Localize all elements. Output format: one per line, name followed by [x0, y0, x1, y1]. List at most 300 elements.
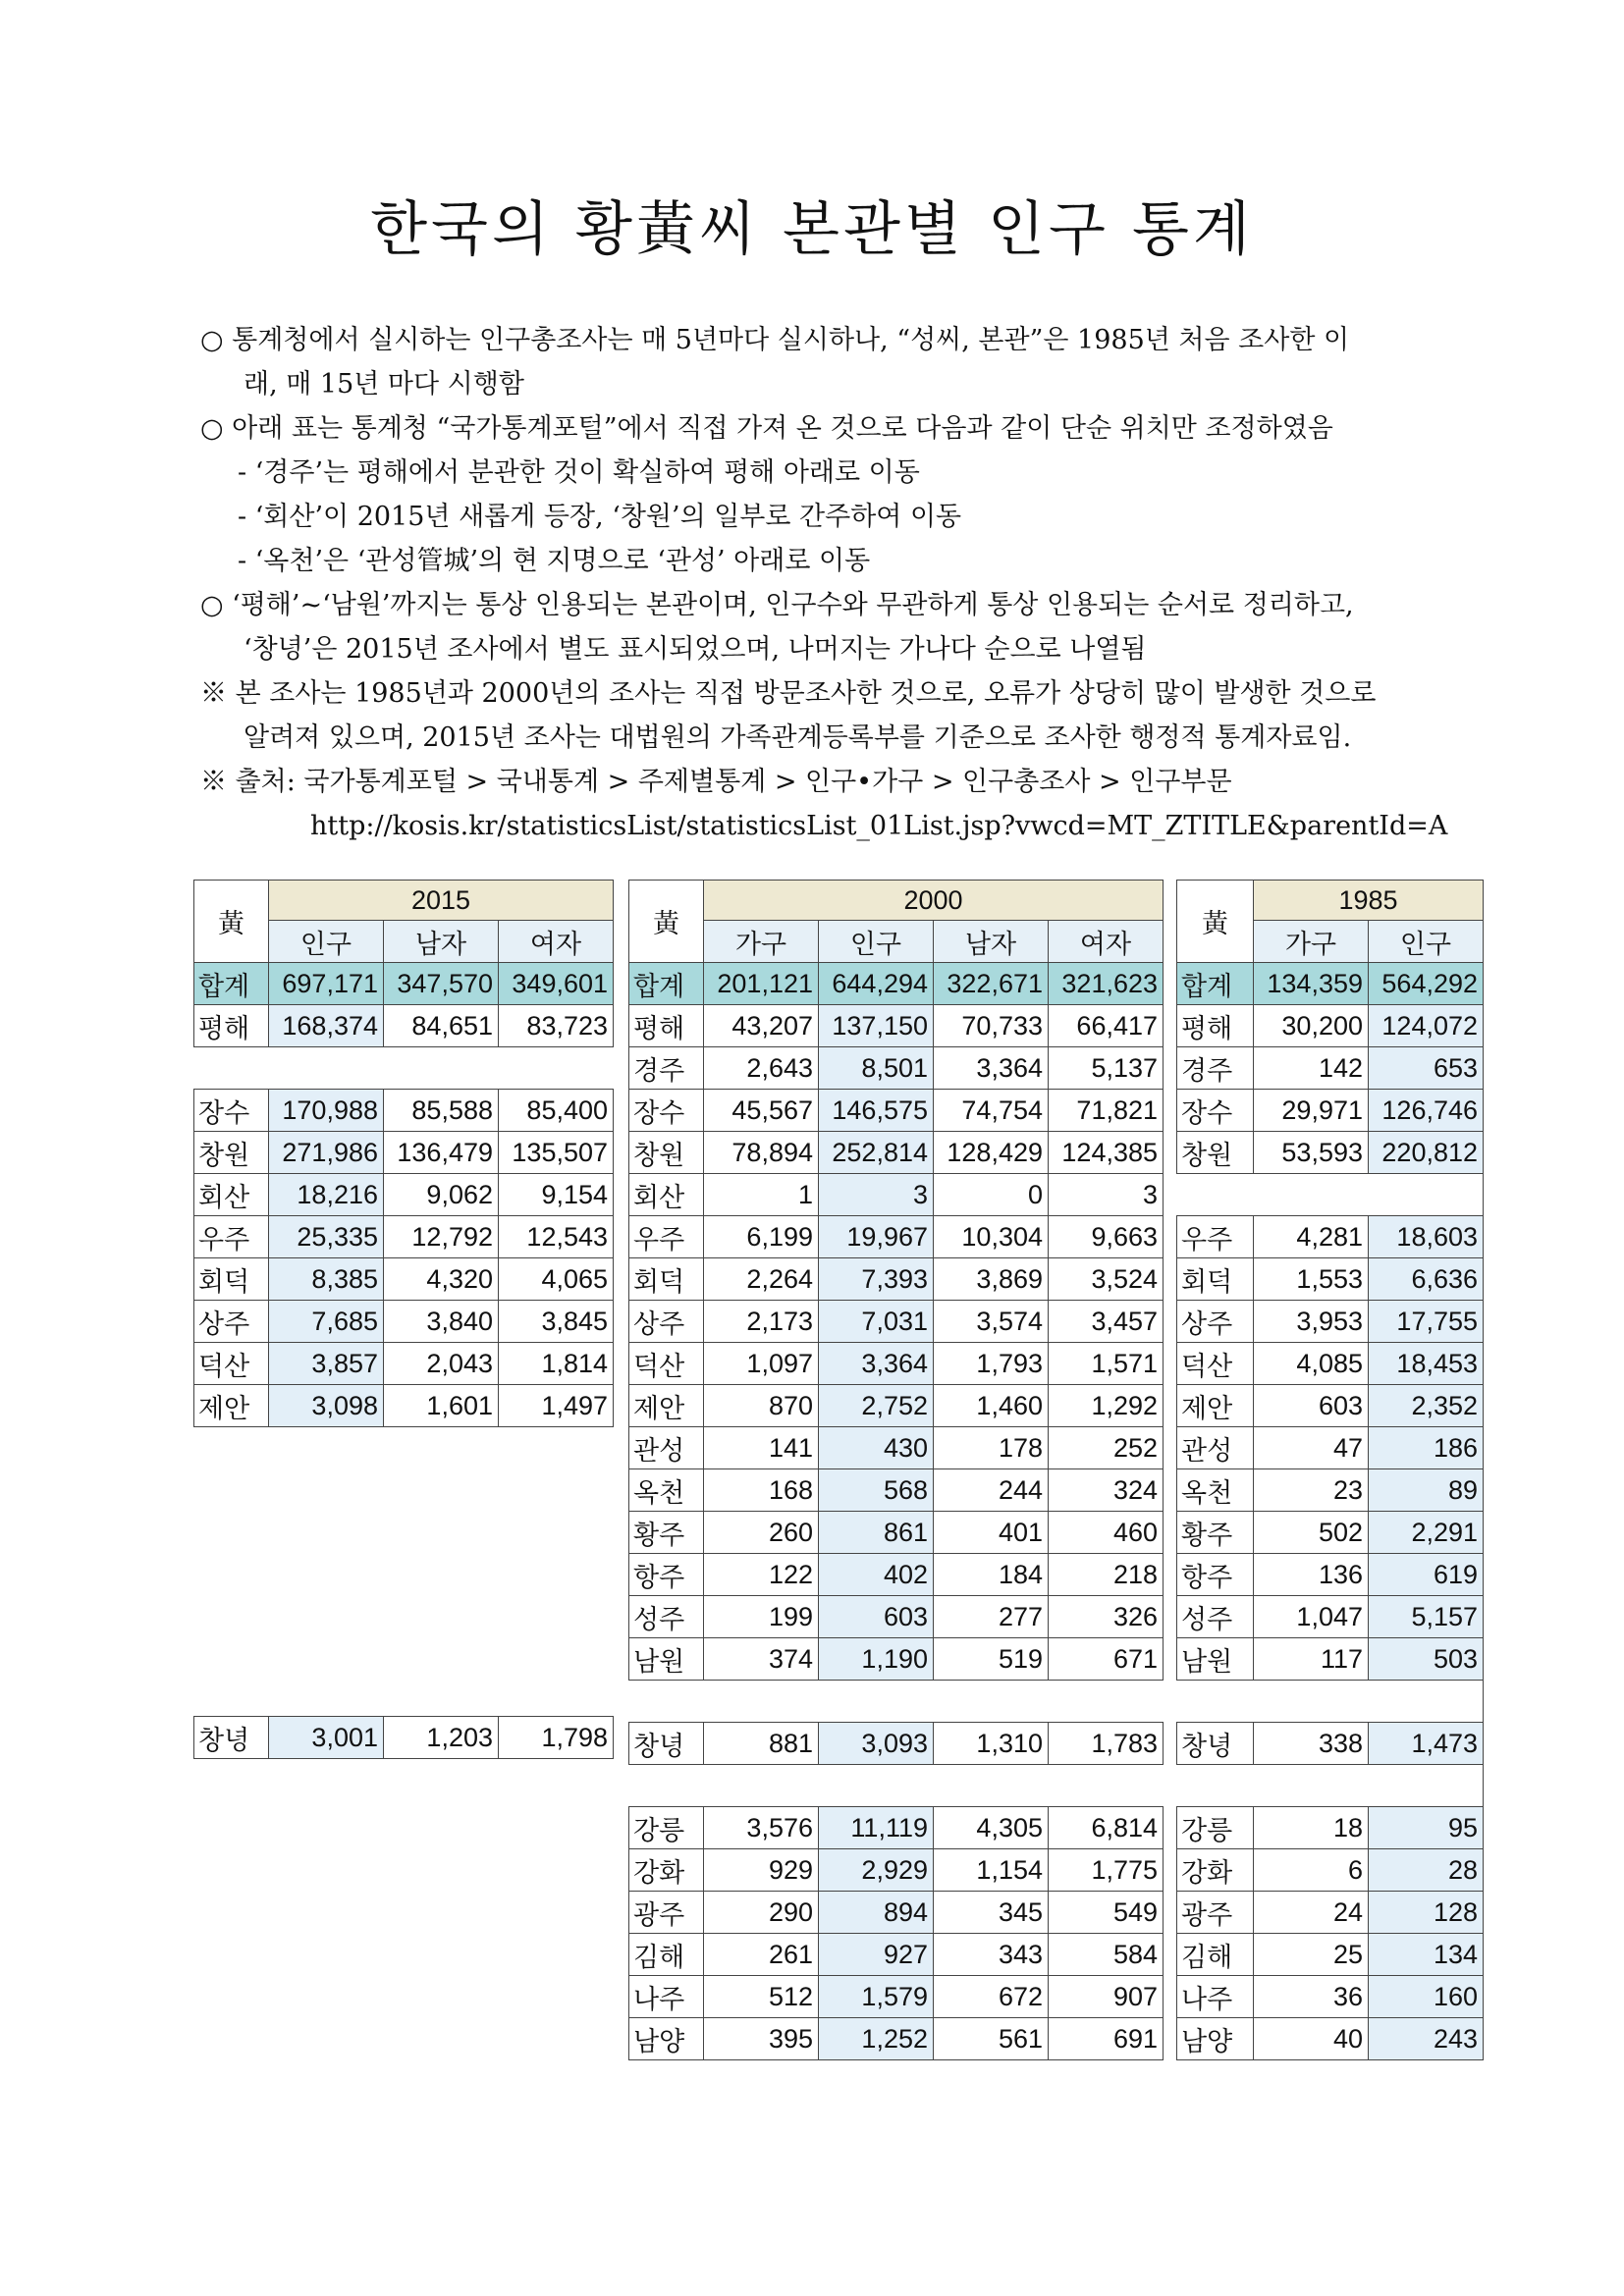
clan-name-cell: 김해	[1177, 1934, 1254, 1976]
value-cell: 9,663	[1049, 1216, 1164, 1258]
value-cell: 2,752	[819, 1385, 934, 1427]
table-row	[194, 1132, 614, 1174]
clan-name-cell: 창원	[629, 1132, 704, 1174]
clan-name-cell: 창녕	[629, 1723, 704, 1765]
clan-name-cell: 창원	[1177, 1132, 1254, 1174]
table-spacer-row	[194, 1800, 614, 1842]
value-cell: 2,291	[1369, 1512, 1484, 1554]
value-cell: 30,200	[1254, 1005, 1369, 1047]
table-row	[1177, 1427, 1484, 1469]
value-cell: 3,869	[934, 1258, 1049, 1301]
value-cell: 321,623	[1049, 963, 1164, 1005]
empty-cell	[1177, 1174, 1254, 1216]
empty-cell	[384, 1510, 499, 1551]
table-row	[629, 1512, 1164, 1554]
column-header: 여자	[499, 921, 614, 963]
value-cell: 18	[1254, 1807, 1369, 1849]
table-row	[194, 1216, 614, 1258]
table-row	[629, 1343, 1164, 1385]
value-cell: 2,264	[704, 1258, 819, 1301]
value-cell: 78,894	[704, 1132, 819, 1174]
value-cell: 74,754	[934, 1090, 1049, 1132]
value-cell: 7,393	[819, 1258, 934, 1301]
value-cell: 345	[934, 1892, 1049, 1934]
value-cell: 343	[934, 1934, 1049, 1976]
value-cell: 261	[704, 1934, 819, 1976]
empty-cell	[269, 1633, 384, 1675]
empty-cell	[384, 1633, 499, 1675]
empty-cell	[1254, 1765, 1369, 1807]
clan-name-cell: 장수	[194, 1090, 269, 1132]
value-cell: 3,457	[1049, 1301, 1164, 1343]
value-cell: 244	[934, 1469, 1049, 1512]
clan-name-cell: 김해	[629, 1934, 704, 1976]
value-cell: 71,821	[1049, 1090, 1164, 1132]
clan-name-cell: 항주	[629, 1554, 704, 1596]
value-cell: 894	[819, 1892, 934, 1934]
value-cell: 502	[1254, 1512, 1369, 1554]
empty-cell	[384, 1592, 499, 1633]
value-cell: 186	[1369, 1427, 1484, 1469]
table-row	[1177, 1469, 1484, 1512]
empty-cell	[819, 1681, 934, 1723]
value-cell: 326	[1049, 1596, 1164, 1638]
table-row	[629, 1090, 1164, 1132]
clan-name-cell: 옥천	[629, 1469, 704, 1512]
value-cell: 218	[1049, 1554, 1164, 1596]
empty-cell	[934, 1681, 1049, 1723]
value-cell: 1,252	[819, 2018, 934, 2060]
year-header: 2015	[269, 881, 614, 921]
table-row	[1177, 1090, 1484, 1132]
clan-name-cell: 회산	[194, 1174, 269, 1216]
value-cell: 1,460	[934, 1385, 1049, 1427]
value-cell: 672	[934, 1976, 1049, 2018]
empty-cell	[384, 1468, 499, 1510]
value-cell: 929	[704, 1849, 819, 1892]
value-cell: 6,199	[704, 1216, 819, 1258]
empty-cell	[194, 1633, 269, 1675]
value-cell: 503	[1369, 1638, 1484, 1681]
table-row	[1177, 2018, 1484, 2060]
empty-cell	[269, 1800, 384, 1842]
source-url: http://kosis.kr/statisticsList/statisticsList_01List.jsp?vwcd=MT_ZTITLE&parentId=A	[310, 811, 1448, 841]
clan-name-cell: 제안	[1177, 1385, 1254, 1427]
empty-cell	[384, 1800, 499, 1842]
value-cell: 401	[934, 1512, 1049, 1554]
value-cell: 653	[1369, 1047, 1484, 1090]
table-row	[629, 1469, 1164, 1512]
clan-name-cell: 옥천	[1177, 1469, 1254, 1512]
value-cell: 603	[819, 1596, 934, 1638]
clan-name-cell: 우주	[629, 1216, 704, 1258]
table-spacer-row	[1177, 1681, 1484, 1723]
value-cell: 3,845	[499, 1301, 614, 1343]
table-row	[1177, 1554, 1484, 1596]
table-row	[629, 1723, 1164, 1765]
value-cell: 430	[819, 1427, 934, 1469]
table-row	[629, 1596, 1164, 1638]
empty-cell	[629, 1765, 704, 1807]
table-spacer-row	[1177, 1765, 1484, 1807]
empty-cell	[1177, 1765, 1254, 1807]
table-row	[1177, 1343, 1484, 1385]
value-cell: 2,929	[819, 1849, 934, 1892]
value-cell: 84,651	[384, 1005, 499, 1047]
value-cell: 9,154	[499, 1174, 614, 1216]
table-row	[194, 1385, 614, 1427]
value-cell: 12,792	[384, 1216, 499, 1258]
empty-cell	[384, 2006, 499, 2048]
value-cell: 1,473	[1369, 1723, 1484, 1765]
value-cell: 1,047	[1254, 1596, 1369, 1638]
column-header: 남자	[384, 921, 499, 963]
table-row	[629, 1849, 1164, 1892]
empty-cell	[194, 2006, 269, 2048]
table-row	[1177, 1807, 1484, 1849]
empty-cell	[194, 1510, 269, 1551]
clan-name-cell: 창원	[194, 1132, 269, 1174]
clan-name-cell: 장수	[629, 1090, 704, 1132]
empty-cell	[384, 1427, 499, 1469]
column-header: 가구	[1254, 921, 1369, 963]
clan-name-cell: 성주	[629, 1596, 704, 1638]
clan-name-cell: 창녕	[194, 1717, 269, 1759]
value-cell: 3,098	[269, 1385, 384, 1427]
clan-name-cell: 제안	[629, 1385, 704, 1427]
empty-cell	[384, 1965, 499, 2006]
table-row	[1177, 1849, 1484, 1892]
clan-name-cell: 창녕	[1177, 1723, 1254, 1765]
value-cell: 8,385	[269, 1258, 384, 1301]
clan-name-cell: 항주	[1177, 1554, 1254, 1596]
empty-cell	[194, 1965, 269, 2006]
table-row	[1177, 1258, 1484, 1301]
value-cell: 124,072	[1369, 1005, 1484, 1047]
value-cell: 322,671	[934, 963, 1049, 1005]
value-cell: 134,359	[1254, 963, 1369, 1005]
empty-cell	[1177, 1681, 1254, 1723]
table-1985	[1176, 880, 1484, 2060]
table-row	[1177, 1005, 1484, 1047]
clan-name-cell: 광주	[1177, 1892, 1254, 1934]
clan-name-cell: 상주	[1177, 1301, 1254, 1343]
table-row	[1177, 1723, 1484, 1765]
table-spacer-row	[194, 1965, 614, 2006]
empty-cell	[499, 1965, 614, 2006]
value-cell: 349,601	[499, 963, 614, 1005]
table-row	[629, 1807, 1164, 1849]
table-spacer-row	[194, 2006, 614, 2048]
clan-name-cell: 합계	[194, 963, 269, 1005]
value-cell: 1,814	[499, 1343, 614, 1385]
value-cell: 168,374	[269, 1005, 384, 1047]
page-title: 한국의 황黃씨 본관별 인구 통계	[370, 195, 1254, 264]
note-line: - ‘옥천’은 ‘관성管城’의 현 지명으로 ‘관성’ 아래로 이동	[238, 546, 871, 576]
clan-name-cell: 남양	[1177, 2018, 1254, 2060]
clan-name-cell: 황주	[1177, 1512, 1254, 1554]
value-cell: 184	[934, 1554, 1049, 1596]
empty-cell	[1049, 1765, 1164, 1807]
empty-cell	[269, 1427, 384, 1469]
value-cell: 861	[819, 1512, 934, 1554]
clan-name-cell: 합계	[1177, 963, 1254, 1005]
table-row	[629, 1132, 1164, 1174]
value-cell: 29,971	[1254, 1090, 1369, 1132]
clan-name-cell: 회덕	[194, 1258, 269, 1301]
value-cell: 2,173	[704, 1301, 819, 1343]
empty-cell	[269, 1047, 384, 1090]
empty-cell	[194, 1592, 269, 1633]
value-cell: 3,953	[1254, 1301, 1369, 1343]
value-cell: 644,294	[819, 963, 934, 1005]
value-cell: 45,567	[704, 1090, 819, 1132]
value-cell: 2,352	[1369, 1385, 1484, 1427]
value-cell: 43,207	[704, 1005, 819, 1047]
table-row	[629, 1976, 1164, 2018]
table-row	[194, 1258, 614, 1301]
empty-cell	[499, 1551, 614, 1592]
value-cell: 881	[704, 1723, 819, 1765]
empty-cell	[1369, 1174, 1484, 1216]
table-row	[1177, 1132, 1484, 1174]
note-line: ‘창녕’은 2015년 조사에서 별도 표시되었으며, 나머지는 가나다 순으로 나열됨	[244, 634, 1147, 665]
clan-name-cell: 강화	[1177, 1849, 1254, 1892]
empty-cell	[629, 1681, 704, 1723]
clan-name-cell: 남원	[1177, 1638, 1254, 1681]
value-cell: 6	[1254, 1849, 1369, 1892]
empty-cell	[499, 1675, 614, 1717]
table-row	[629, 1216, 1164, 1258]
value-cell: 271,986	[269, 1132, 384, 1174]
value-cell: 53,593	[1254, 1132, 1369, 1174]
clan-name-cell: 강릉	[629, 1807, 704, 1849]
table-spacer-row	[194, 1759, 614, 1801]
table-row	[1177, 963, 1484, 1005]
empty-cell	[269, 1965, 384, 2006]
table-2000	[628, 880, 1164, 2060]
value-cell: 142	[1254, 1047, 1369, 1090]
value-cell: 907	[1049, 1976, 1164, 2018]
empty-cell	[704, 1681, 819, 1723]
value-cell: 2,043	[384, 1343, 499, 1385]
clan-name-cell: 경주	[1177, 1047, 1254, 1090]
value-cell: 95	[1369, 1807, 1484, 1849]
empty-cell	[384, 1883, 499, 1924]
value-cell: 7,031	[819, 1301, 934, 1343]
empty-cell	[194, 1427, 269, 1469]
value-cell: 671	[1049, 1638, 1164, 1681]
value-cell: 7,685	[269, 1301, 384, 1343]
clan-name-cell: 상주	[629, 1301, 704, 1343]
column-header: 남자	[934, 921, 1049, 963]
clan-name-cell: 강릉	[1177, 1807, 1254, 1849]
value-cell: 460	[1049, 1512, 1164, 1554]
clan-name-cell: 평해	[1177, 1005, 1254, 1047]
value-cell: 17,755	[1369, 1301, 1484, 1343]
value-cell: 66,417	[1049, 1005, 1164, 1047]
value-cell: 5,157	[1369, 1596, 1484, 1638]
value-cell: 5,137	[1049, 1047, 1164, 1090]
note-line: ※ 본 조사는 1985년과 2000년의 조사는 직접 방문조사한 것으로, 오류가 상당히 많이 발생한 것으로	[200, 678, 1377, 709]
value-cell: 160	[1369, 1976, 1484, 2018]
column-header: 인구	[1369, 921, 1484, 963]
value-cell: 85,588	[384, 1090, 499, 1132]
note-line: - ‘회산’이 2015년 새롭게 등장, ‘창원’의 일부로 간주하여 이동	[238, 502, 962, 532]
value-cell: 126,746	[1369, 1090, 1484, 1132]
clan-name-cell: 경주	[629, 1047, 704, 1090]
column-header: 인구	[819, 921, 934, 963]
value-cell: 3	[819, 1174, 934, 1216]
table-spacer-row	[194, 1427, 614, 1469]
empty-cell	[499, 1759, 614, 1801]
value-cell: 1,154	[934, 1849, 1049, 1892]
table-row	[629, 1174, 1164, 1216]
table-spacer-row	[194, 1883, 614, 1924]
table-spacer-row	[629, 1681, 1164, 1723]
value-cell: 83,723	[499, 1005, 614, 1047]
empty-cell	[194, 1468, 269, 1510]
value-cell: 6,814	[1049, 1807, 1164, 1849]
clan-name-cell: 광주	[629, 1892, 704, 1934]
value-cell: 277	[934, 1596, 1049, 1638]
value-cell: 201,121	[704, 963, 819, 1005]
table-spacer-row	[629, 1765, 1164, 1807]
value-cell: 146,575	[819, 1090, 934, 1132]
value-cell: 128	[1369, 1892, 1484, 1934]
value-cell: 70,733	[934, 1005, 1049, 1047]
table-spacer-row	[194, 1842, 614, 1883]
empty-cell	[499, 1047, 614, 1090]
value-cell: 3,524	[1049, 1258, 1164, 1301]
note-line: - ‘경주’는 평해에서 분관한 것이 확실하여 평해 아래로 이동	[238, 457, 920, 488]
value-cell: 1,203	[384, 1717, 499, 1759]
value-cell: 136,479	[384, 1132, 499, 1174]
empty-cell	[1049, 1681, 1164, 1723]
surname-corner-label: 黃	[629, 881, 704, 963]
table-row	[1177, 1638, 1484, 1681]
table-spacer-row	[194, 1675, 614, 1717]
value-cell: 170,988	[269, 1090, 384, 1132]
empty-cell	[499, 1842, 614, 1883]
empty-cell	[704, 1765, 819, 1807]
value-cell: 1,775	[1049, 1849, 1164, 1892]
value-cell: 137,150	[819, 1005, 934, 1047]
value-cell: 28	[1369, 1849, 1484, 1892]
empty-cell	[384, 1924, 499, 1965]
clan-name-cell: 덕산	[1177, 1343, 1254, 1385]
clan-name-cell: 장수	[1177, 1090, 1254, 1132]
value-cell: 697,171	[269, 963, 384, 1005]
empty-cell	[384, 1551, 499, 1592]
value-cell: 24	[1254, 1892, 1369, 1934]
table-row	[194, 1343, 614, 1385]
table-row	[194, 1174, 614, 1216]
table-spacer-row	[194, 1047, 614, 1090]
clan-name-cell: 합계	[629, 963, 704, 1005]
value-cell: 512	[704, 1976, 819, 2018]
table-2015	[193, 880, 614, 2048]
clan-name-cell: 회산	[629, 1174, 704, 1216]
clan-name-cell: 관성	[629, 1427, 704, 1469]
empty-cell	[194, 1551, 269, 1592]
value-cell: 1,793	[934, 1343, 1049, 1385]
empty-cell	[194, 1800, 269, 1842]
note-line: 알려져 있으며, 2015년 조사는 대법원의 가족관계등록부를 기준으로 조사한 행정적 통계자료임.	[244, 722, 1352, 753]
clan-name-cell: 우주	[1177, 1216, 1254, 1258]
clan-name-cell: 나주	[629, 1976, 704, 2018]
value-cell: 3,364	[819, 1343, 934, 1385]
value-cell: 374	[704, 1638, 819, 1681]
value-cell: 1,497	[499, 1385, 614, 1427]
clan-name-cell: 제안	[194, 1385, 269, 1427]
table-row	[194, 1005, 614, 1047]
value-cell: 1,571	[1049, 1343, 1164, 1385]
value-cell: 252	[1049, 1427, 1164, 1469]
value-cell: 1,310	[934, 1723, 1049, 1765]
table-row	[629, 963, 1164, 1005]
note-line: ○ 아래 표는 통계청 “국가통계포털”에서 직접 가져 온 것으로 다음과 같이 단순 위치만 조정하였음	[200, 413, 1333, 444]
value-cell: 870	[704, 1385, 819, 1427]
value-cell: 141	[704, 1427, 819, 1469]
value-cell: 603	[1254, 1385, 1369, 1427]
clan-name-cell: 남원	[629, 1638, 704, 1681]
table-row	[1177, 1512, 1484, 1554]
empty-cell	[499, 1427, 614, 1469]
empty-cell	[384, 1675, 499, 1717]
table-row	[629, 1638, 1164, 1681]
value-cell: 18,216	[269, 1174, 384, 1216]
empty-cell	[1369, 1681, 1484, 1723]
value-cell: 561	[934, 2018, 1049, 2060]
clan-name-cell: 나주	[1177, 1976, 1254, 2018]
value-cell: 6,636	[1369, 1258, 1484, 1301]
value-cell: 402	[819, 1554, 934, 1596]
empty-cell	[499, 2006, 614, 2048]
value-cell: 12,543	[499, 1216, 614, 1258]
value-cell: 4,085	[1254, 1343, 1369, 1385]
year-header: 2000	[704, 881, 1164, 921]
empty-cell	[194, 1842, 269, 1883]
empty-cell	[269, 1551, 384, 1592]
empty-cell	[819, 1765, 934, 1807]
value-cell: 18,603	[1369, 1216, 1484, 1258]
table-spacer-row	[194, 1633, 614, 1675]
clan-name-cell: 우주	[194, 1216, 269, 1258]
value-cell: 4,305	[934, 1807, 1049, 1849]
value-cell: 1,783	[1049, 1723, 1164, 1765]
empty-cell	[1254, 1174, 1369, 1216]
empty-cell	[269, 1759, 384, 1801]
table-row	[1177, 1301, 1484, 1343]
value-cell: 40	[1254, 2018, 1369, 2060]
value-cell: 135,507	[499, 1132, 614, 1174]
table-row	[1177, 1596, 1484, 1638]
empty-cell	[499, 1883, 614, 1924]
note-line: ※ 출처: 국가통계포털 > 국내통계 > 주제별통계 > 인구•가구 > 인구총조사 > 인구부문	[200, 767, 1232, 797]
value-cell: 25	[1254, 1934, 1369, 1976]
value-cell: 260	[704, 1512, 819, 1554]
table-row	[629, 1385, 1164, 1427]
value-cell: 134	[1369, 1934, 1484, 1976]
value-cell: 252,814	[819, 1132, 934, 1174]
value-cell: 18,453	[1369, 1343, 1484, 1385]
empty-cell	[194, 1924, 269, 1965]
value-cell: 3,574	[934, 1301, 1049, 1343]
value-cell: 568	[819, 1469, 934, 1512]
value-cell: 2,643	[704, 1047, 819, 1090]
value-cell: 347,570	[384, 963, 499, 1005]
